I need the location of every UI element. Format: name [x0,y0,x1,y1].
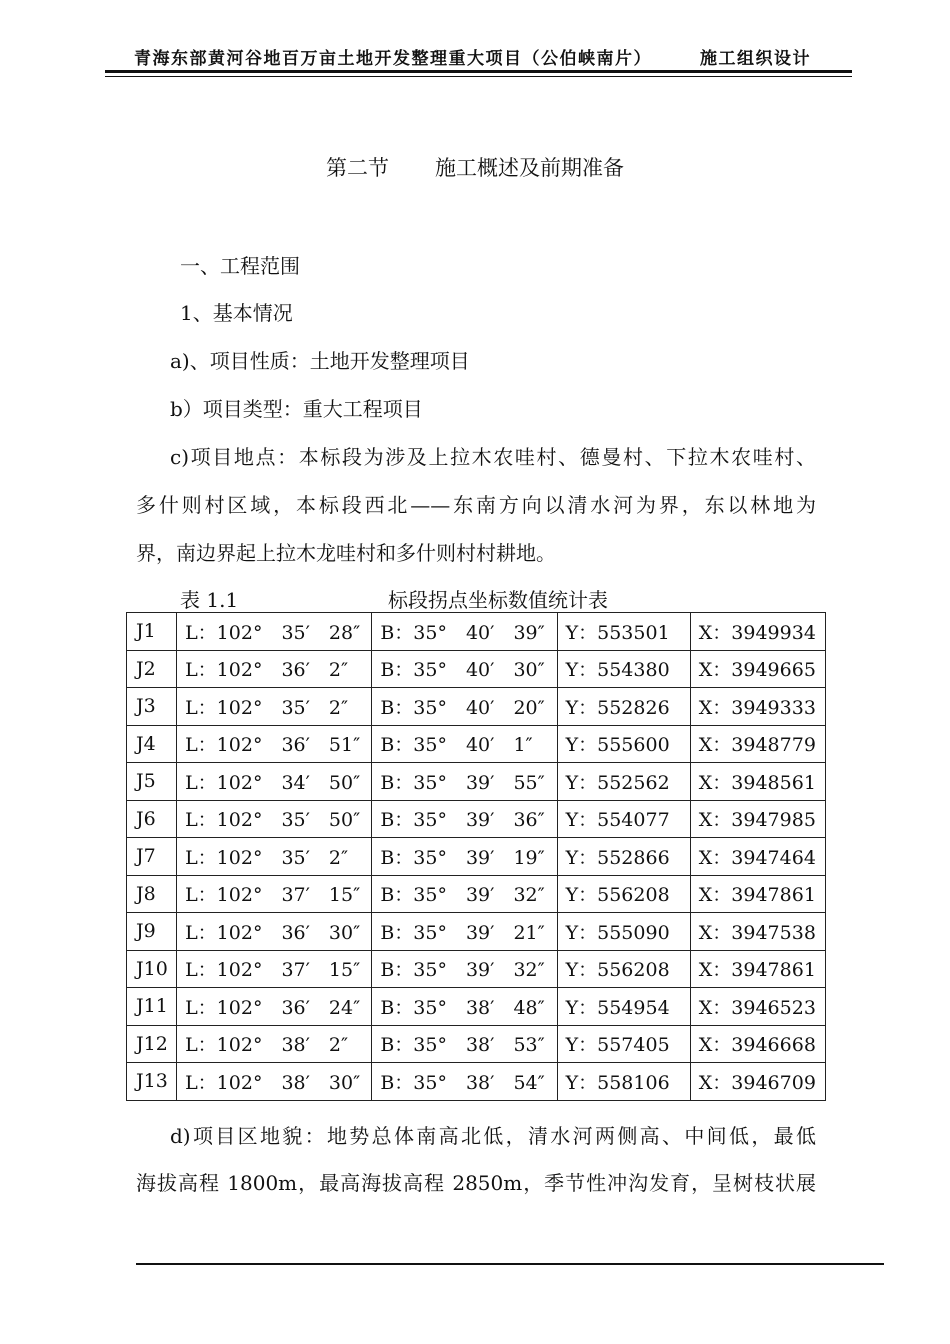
footer-rule [136,1263,884,1265]
y-coordinate-cell: Y：552866 [557,838,690,876]
x-coordinate-cell: X：3947861 [690,950,825,988]
table-row [127,725,826,763]
table-row [127,950,826,988]
y-coordinate-cell: Y：554954 [557,988,690,1026]
longitude-cell: L：102° 35′ 2″ [177,838,372,876]
point-id-cell: J5 [127,763,177,801]
y-coordinate-cell: Y：552826 [557,688,690,726]
table-row [127,1063,826,1101]
x-coordinate-cell: X：3946709 [690,1063,825,1101]
section-title [0,152,950,182]
longitude-cell: L：102° 37′ 15″ [177,875,372,913]
y-coordinate-cell: Y：558106 [557,1063,690,1101]
x-coordinate-cell: X：3949333 [690,688,825,726]
table-row [127,875,826,913]
longitude-cell: L：102° 37′ 15″ [177,950,372,988]
latitude-cell: B：35° 40′ 39″ [372,613,557,651]
heading-basic-info: 1、基本情况 [180,301,293,325]
longitude-cell: L：102° 36′ 30″ [177,913,372,951]
latitude-cell: B：35° 38′ 53″ [372,1025,557,1063]
x-coordinate-cell: X：3947464 [690,838,825,876]
y-coordinate-cell: Y：555600 [557,725,690,763]
latitude-cell: B：35° 38′ 54″ [372,1063,557,1101]
item-c-location-line3: 界，南边界起上拉木龙哇村和多什则村村耕地。 [136,541,556,565]
point-id-cell: J6 [127,800,177,838]
latitude-cell: B：35° 39′ 21″ [372,913,557,951]
table-row [127,988,826,1026]
longitude-cell: L：102° 38′ 2″ [177,1025,372,1063]
latitude-cell: B：35° 39′ 55″ [372,763,557,801]
item-b-project-type: b）项目类型：重大工程项目 [170,397,423,421]
longitude-cell: L：102° 36′ 24″ [177,988,372,1026]
x-coordinate-cell: X：3948779 [690,725,825,763]
longitude-cell: L：102° 36′ 51″ [177,725,372,763]
heading-scope: 一、工程范围 [180,254,300,278]
table-row [127,650,826,688]
y-coordinate-cell: Y：556208 [557,875,690,913]
latitude-cell: B：35° 39′ 32″ [372,950,557,988]
running-header-doc-title: 施工组织设计 [700,49,811,69]
y-coordinate-cell: Y：554077 [557,800,690,838]
table-row [127,838,826,876]
section-heading: 施工概述及前期准备 [435,156,624,180]
x-coordinate-cell: X：3949665 [690,650,825,688]
point-id-cell: J12 [127,1025,177,1063]
point-id-cell: J13 [127,1063,177,1101]
table-row [127,613,826,651]
item-d-landform-line1: d)项目区地貌：地势总体南高北低，清水河两侧高、中间低，最低 [170,1124,816,1148]
y-coordinate-cell: Y：552562 [557,763,690,801]
item-a-project-nature: a)、项目性质：土地开发整理项目 [170,349,470,373]
point-id-cell: J4 [127,725,177,763]
y-coordinate-cell: Y：555090 [557,913,690,951]
y-coordinate-cell: Y：557405 [557,1025,690,1063]
point-id-cell: J1 [127,613,177,651]
x-coordinate-cell: X：3946668 [690,1025,825,1063]
longitude-cell: L：102° 34′ 50″ [177,763,372,801]
header-rule-thick [105,70,852,73]
table-caption-title: 标段拐点坐标数值统计表 [388,588,608,612]
x-coordinate-cell: X：3946523 [690,988,825,1026]
x-coordinate-cell: X：3947861 [690,875,825,913]
table-row [127,1025,826,1063]
point-id-cell: J9 [127,913,177,951]
longitude-cell: L：102° 35′ 2″ [177,688,372,726]
coordinates-table [126,612,826,1101]
table-row [127,913,826,951]
section-number: 第二节 [326,156,389,180]
table-row [127,800,826,838]
latitude-cell: B：35° 38′ 48″ [372,988,557,1026]
x-coordinate-cell: X：3947985 [690,800,825,838]
latitude-cell: B：35° 39′ 19″ [372,838,557,876]
x-coordinate-cell: X：3949934 [690,613,825,651]
point-id-cell: J7 [127,838,177,876]
item-c-location-line1: c)项目地点：本标段为涉及上拉木农哇村、德曼村、下拉木农哇村、 [170,445,816,469]
item-c-location-line2: 多什则村区域，本标段西北——东南方向以清水河为界，东以林地为 [136,493,816,517]
y-coordinate-cell: Y：556208 [557,950,690,988]
table-row [127,688,826,726]
y-coordinate-cell: Y：554380 [557,650,690,688]
table-caption-number: 表 1.1 [180,588,239,612]
point-id-cell: J3 [127,688,177,726]
longitude-cell: L：102° 35′ 50″ [177,800,372,838]
latitude-cell: B：35° 40′ 20″ [372,688,557,726]
x-coordinate-cell: X：3947538 [690,913,825,951]
point-id-cell: J10 [127,950,177,988]
header-rule-thin [105,76,852,77]
point-id-cell: J2 [127,650,177,688]
y-coordinate-cell: Y：553501 [557,613,690,651]
table-row [127,763,826,801]
longitude-cell: L：102° 35′ 28″ [177,613,372,651]
running-header-project: 青海东部黄河谷地百万亩土地开发整理重大项目（公伯峡南片） [134,49,652,69]
point-id-cell: J11 [127,988,177,1026]
x-coordinate-cell: X：3948561 [690,763,825,801]
longitude-cell: L：102° 38′ 30″ [177,1063,372,1101]
latitude-cell: B：35° 40′ 30″ [372,650,557,688]
latitude-cell: B：35° 40′ 1″ [372,725,557,763]
point-id-cell: J8 [127,875,177,913]
latitude-cell: B：35° 39′ 36″ [372,800,557,838]
item-d-landform-line2: 海拔高程 1800m，最高海拔高程 2850m，季节性冲沟发育，呈树枝状展 [136,1171,816,1195]
latitude-cell: B：35° 39′ 32″ [372,875,557,913]
longitude-cell: L：102° 36′ 2″ [177,650,372,688]
